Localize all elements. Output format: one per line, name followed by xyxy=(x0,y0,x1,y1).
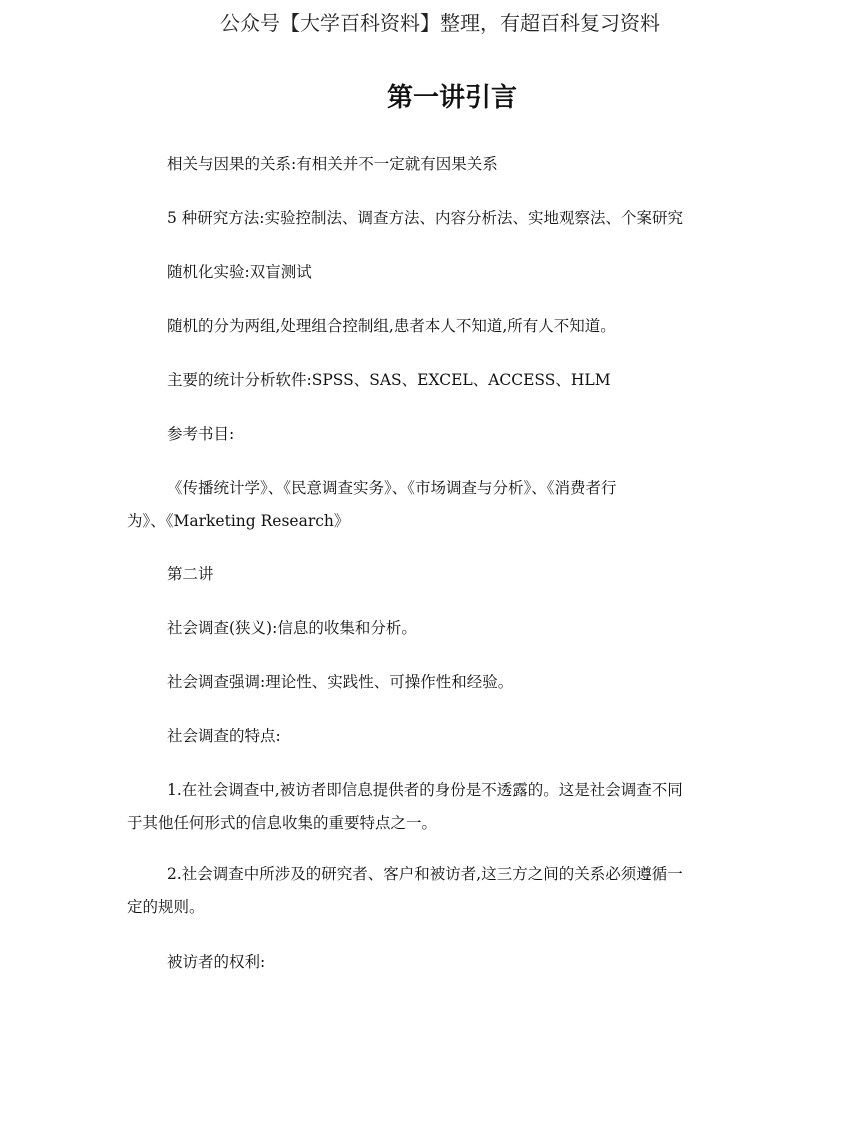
paragraph xyxy=(127,472,767,538)
paragraph-line: 5 种研究方法:实验控制法、调查方法、内容分析法、实地观察法、个案研究 xyxy=(167,209,684,227)
paragraph xyxy=(127,946,767,979)
paragraph-line: 主要的统计分析软件:SPSS、SAS、EXCEL、ACCESS、HLM xyxy=(167,371,611,389)
paragraph xyxy=(127,666,767,699)
paragraph-line: 于其他任何形式的信息收集的重要特点之一。 xyxy=(127,814,438,832)
paragraph-line: 被访者的权利: xyxy=(167,953,266,971)
paragraph xyxy=(127,858,767,924)
paragraph xyxy=(127,256,767,289)
paragraph xyxy=(127,720,767,753)
paragraph-line: 第二讲 xyxy=(167,565,214,583)
paragraph xyxy=(127,612,767,645)
paragraph xyxy=(127,558,767,591)
paragraph-line: 1.在社会调查中,被访者即信息提供者的身份是不透露的。这是社会调查不同 xyxy=(167,781,683,799)
page-header: 公众号【大学百科资料】整理，有超百科复习资料 xyxy=(220,11,660,35)
paragraph-line: 社会调查的特点: xyxy=(167,727,281,745)
paragraph-line: 社会调查(狭义):信息的收集和分析。 xyxy=(167,619,417,637)
paragraph-line: 《传播统计学》、《民意调查实务》、《市场调查与分析》、《消费者行 xyxy=(167,479,617,497)
paragraph-line: 参考书目: xyxy=(167,425,235,443)
paragraph-line: 为》、《Marketing Research》 xyxy=(127,512,350,530)
paragraph-line: 定的规则。 xyxy=(127,898,205,916)
paragraph xyxy=(127,418,767,451)
paragraph-line: 随机的分为两组,处理组合控制组,患者本人不知道,所有人不知道。 xyxy=(167,317,616,335)
paragraph xyxy=(127,310,767,343)
document-title: 第一讲引言 xyxy=(386,83,517,113)
paragraph xyxy=(127,364,767,397)
paragraph-line: 社会调查强调:理论性、实践性、可操作性和经验。 xyxy=(167,673,514,691)
paragraph-line: 随机化实验:双盲测试 xyxy=(167,263,312,281)
paragraph-line: 2.社会调查中所涉及的研究者、客户和被访者,这三方之间的关系必须遵循一 xyxy=(167,865,683,883)
paragraph xyxy=(127,774,767,840)
paragraph xyxy=(127,202,767,235)
paragraph-line: 相关与因果的关系:有相关并不一定就有因果关系 xyxy=(167,155,498,173)
paragraph xyxy=(127,148,767,181)
